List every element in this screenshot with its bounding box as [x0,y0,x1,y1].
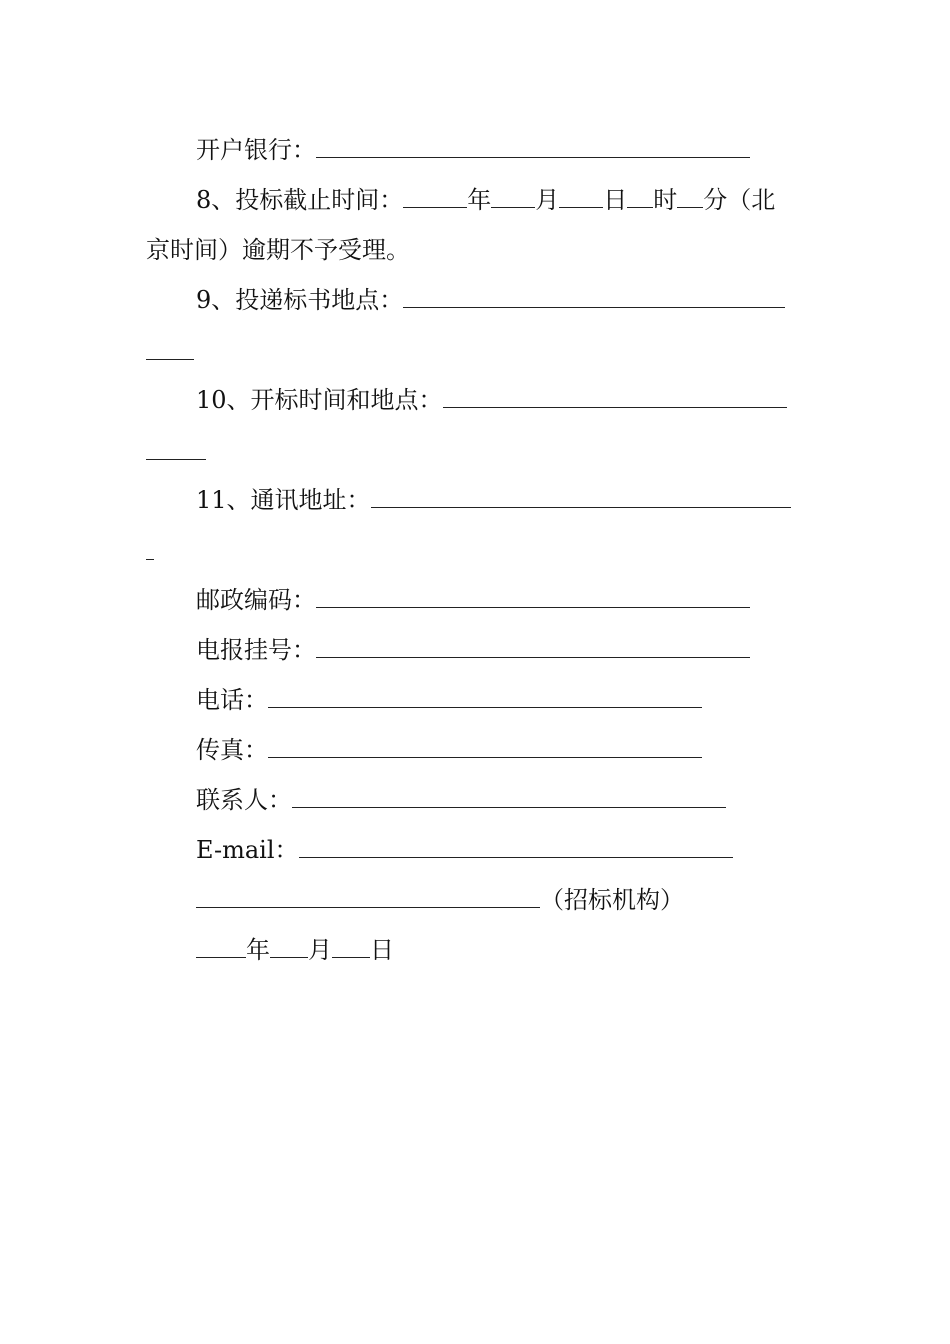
deadline-day-label: 日 [603,186,628,214]
bank-blank[interactable] [316,137,750,158]
delivery-blank-continued[interactable] [146,359,194,360]
delivery-blank[interactable] [403,287,785,308]
telegraph-label: 电报挂号： [196,636,316,664]
agency-blank[interactable] [196,887,540,908]
email-label: E-mail： [196,836,299,864]
date-month-label: 月 [308,936,332,964]
phone-line [196,685,702,715]
deadline-hour-blank[interactable] [627,187,653,208]
opening-blank[interactable] [443,387,787,408]
fax-line [196,735,702,765]
phone-label: 电话： [196,686,268,714]
date-line [196,935,394,965]
telegraph-line [196,635,750,665]
deadline-year-blank[interactable] [403,187,467,208]
date-day-blank[interactable] [332,937,370,958]
telegraph-blank[interactable] [316,637,750,658]
deadline-year-label: 年 [467,186,492,214]
agency-label: （招标机构） [540,886,684,914]
fax-label: 传真： [196,736,268,764]
address-line [196,485,791,515]
agency-line [196,885,684,915]
fax-blank[interactable] [268,737,702,758]
phone-blank[interactable] [268,687,702,708]
deadline-day-blank[interactable] [559,187,603,208]
date-year-blank[interactable] [196,937,246,958]
deadline-suffix: 京时间）逾期不予受理。 [146,236,410,264]
deadline-hour-label: 时 [653,186,678,214]
deadline-month-blank[interactable] [491,187,535,208]
deadline-minute-label: 分（北 [703,186,776,214]
bank-label: 开户银行： [196,136,316,164]
address-blank[interactable] [371,487,791,508]
delivery-line [196,285,785,315]
deadline-continuation [146,235,410,265]
date-day-label: 日 [370,936,394,964]
email-blank[interactable] [299,837,733,858]
opening-label: 10、开标时间和地点： [196,386,443,414]
opening-blank-continued[interactable] [146,459,206,460]
contact-line [196,785,726,815]
deadline-label: 8、投标截止时间： [196,186,404,214]
contact-label: 联系人： [196,786,292,814]
deadline-month-label: 月 [535,186,560,214]
postcode-label: 邮政编码： [196,586,316,614]
deadline-line [196,185,775,215]
bank-line [196,135,750,165]
date-month-blank[interactable] [270,937,308,958]
address-label: 11、通讯地址： [196,486,371,514]
postcode-line [196,585,750,615]
address-blank-continued[interactable] [146,559,154,560]
postcode-blank[interactable] [316,587,750,608]
email-line [196,835,733,865]
opening-line [196,385,787,415]
contact-blank[interactable] [292,787,726,808]
date-year-label: 年 [246,936,270,964]
deadline-minute-blank[interactable] [677,187,703,208]
delivery-label: 9、投递标书地点： [196,286,404,314]
